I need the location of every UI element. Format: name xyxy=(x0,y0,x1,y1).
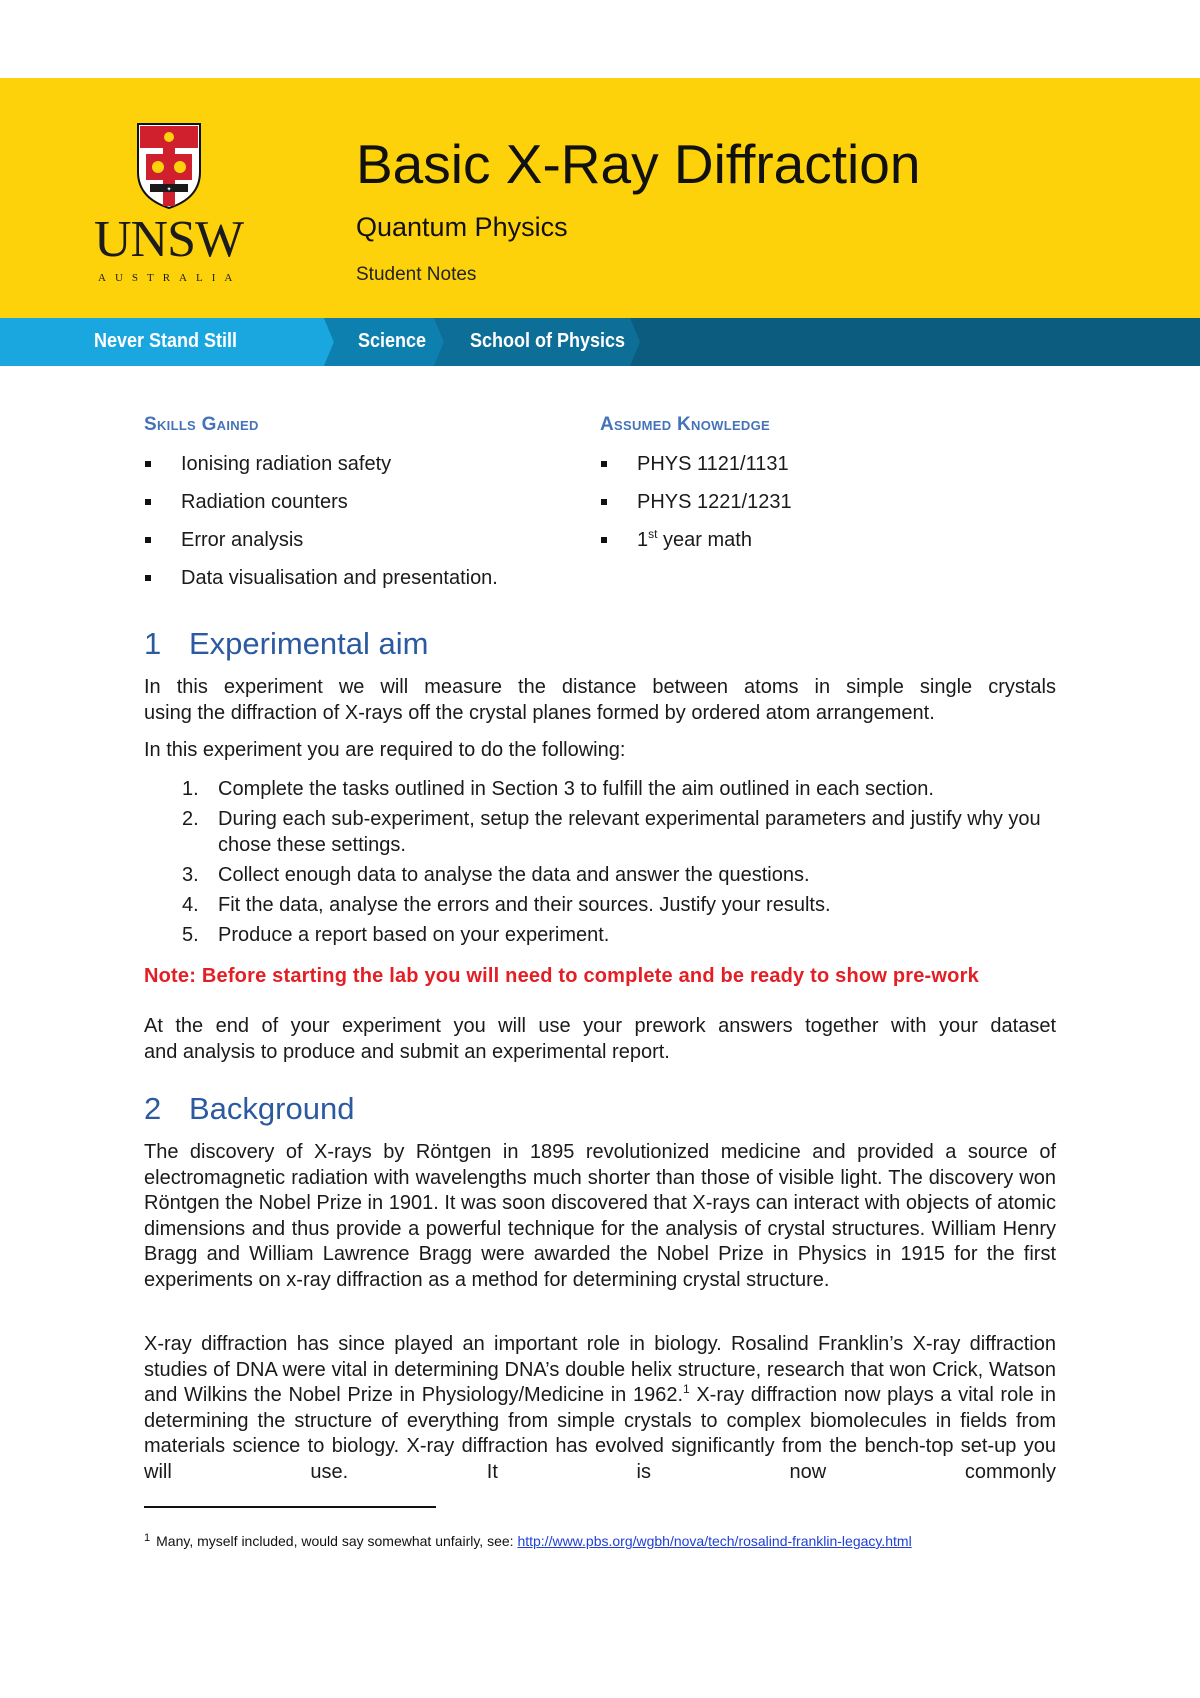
list-item xyxy=(182,806,1058,858)
background-paragraph-1: The discovery of X-rays by Röntgen in 1895 revolutionized medicine and provided a source of electromagnetic radiation with wavelengths much shorter than those of visible light. The discovery won Röntgen the Nobel Prize in 1901. It was soon discovered that X-rays can interact with objects of atomic dimensions and thus provide a powerful technique for the analysis of crystal structures. William Henry Bragg and William Lawrence Bragg were awarded the Nobel Prize in Physics in 1915 for the first experiments on x-ray diffraction as a method for determining crystal structure. xyxy=(144,1141,1056,1291)
background-paragraph-2 xyxy=(144,1332,1056,1485)
step-text: Complete the tasks outlined in Section 3 to fulfill the aim outlined in each section. xyxy=(218,778,934,800)
list-item xyxy=(600,490,792,528)
list-item xyxy=(182,892,1078,918)
report-paragraph xyxy=(144,1014,1056,1065)
bullet-icon xyxy=(145,537,151,543)
step-number: 3. xyxy=(182,864,199,886)
step-text: During each sub-experiment, setup the relevant experimental parameters and justify why you chose these settings. xyxy=(218,808,1041,856)
knowledge-text: PHYS 1121/1131 xyxy=(637,453,789,475)
bullet-icon xyxy=(601,461,607,467)
task-list xyxy=(182,776,1078,948)
aim-line-2: using the diffraction of X-rays off the crystal planes formed by ordered atom arrangement. xyxy=(144,701,935,724)
bullet-icon xyxy=(145,499,151,505)
section-2-heading xyxy=(144,1091,354,1127)
footnote-mark: 1 xyxy=(144,1532,151,1544)
knowledge-list xyxy=(600,452,792,566)
svg-text:✦: ✦ xyxy=(166,187,172,193)
section-1-heading xyxy=(144,626,428,662)
ribbon-school-of-physics: School of Physics xyxy=(470,330,626,352)
paragraph-text: X-ray diffraction now plays a vital role in determining the structure of everything from simple crystals to complex biomolecules in fields from materials science to biology. X-ray diffraction has evolved significantly from the bench-top set-up you will use. It is now commonly xyxy=(144,1384,1056,1483)
report-line-1: At the end of your experiment you will use your prework answers together with your dataset xyxy=(144,1015,1056,1037)
bullet-icon xyxy=(145,575,151,581)
tasks-intro: In this experiment you are required to do the following: xyxy=(144,739,626,761)
step-text: Collect enough data to analyse the data and answer the questions. xyxy=(218,864,810,886)
section-title: Background xyxy=(189,1091,355,1126)
list-item xyxy=(182,922,1078,948)
aim-paragraph xyxy=(144,675,1056,726)
bullet-icon xyxy=(601,499,607,505)
step-text: Fit the data, analyse the errors and their sources. Justify your results. xyxy=(218,894,831,916)
prework-note: Note: Before starting the lab you will need to complete and be ready to show pre-work xyxy=(144,965,979,987)
list-item xyxy=(144,490,498,528)
footnote xyxy=(144,1532,912,1549)
step-number: 4. xyxy=(182,894,199,916)
footnote-reference[interactable]: 1 xyxy=(683,1382,690,1396)
skill-text: Ionising radiation safety xyxy=(181,453,392,475)
document-title: Basic X-Ray Diffraction xyxy=(356,133,921,195)
list-item xyxy=(600,528,792,566)
skills-list xyxy=(144,452,498,604)
faculty-ribbon xyxy=(0,318,1200,366)
ribbon-science: Science xyxy=(358,330,427,352)
footnote-link[interactable]: http://www.pbs.org/wgbh/nova/tech/rosalind-franklin-legacy.html xyxy=(517,1533,912,1549)
ribbon-never-stand-still: Never Stand Still xyxy=(94,330,238,352)
skill-text: Radiation counters xyxy=(181,491,348,513)
step-number: 1. xyxy=(182,778,199,800)
step-text: Produce a report based on your experiment. xyxy=(218,924,610,946)
knowledge-heading: Assumed Knowledge xyxy=(600,414,770,435)
step-number: 5. xyxy=(182,924,199,946)
knowledge-text: PHYS 1221/1231 xyxy=(637,491,792,513)
list-item xyxy=(600,452,792,490)
list-item xyxy=(182,776,1078,802)
footnote-divider xyxy=(144,1506,436,1508)
document-subtitle: Quantum Physics xyxy=(356,212,568,242)
skills-heading: Skills Gained xyxy=(144,414,259,435)
bullet-icon xyxy=(145,461,151,467)
document-header xyxy=(0,78,1200,318)
list-item xyxy=(144,528,498,566)
skill-text: Error analysis xyxy=(181,529,304,551)
list-item xyxy=(144,566,498,604)
section-title: Experimental aim xyxy=(189,626,429,661)
logo-subtext: AUSTRALIA xyxy=(98,272,242,284)
list-item xyxy=(182,862,1078,888)
math-superscript: st xyxy=(648,527,658,541)
report-line-2: and analysis to produce and submit an experimental report. xyxy=(144,1040,670,1063)
paragraph-text: X-ray diffraction has since played an important role in biology. Rosalind Franklin’s X-ray diffraction studies of DNA were vital in determining DNA’s double helix structure, research that won Crick, Watson and Wilkins the Nobel Prize in Physiology/Medicine in 1962. xyxy=(144,1333,1056,1406)
skill-text: Data visualisation and presentation. xyxy=(181,567,498,589)
unsw-crest-icon xyxy=(136,122,202,210)
logo-wordmark: UNSW xyxy=(94,211,244,268)
step-number: 2. xyxy=(182,808,199,830)
document-type: Student Notes xyxy=(356,264,477,285)
aim-line-1: In this experiment we will measure the distance between atoms in simple single crystals xyxy=(144,676,1056,698)
math-number: 1 xyxy=(637,529,649,551)
section-number: 1 xyxy=(144,626,162,661)
footnote-text: Many, myself included, would say somewhat unfairly, see: xyxy=(156,1533,518,1549)
section-number: 2 xyxy=(144,1091,162,1126)
list-item xyxy=(144,452,498,490)
knowledge-text: year math xyxy=(657,529,752,551)
bullet-icon xyxy=(601,537,607,543)
